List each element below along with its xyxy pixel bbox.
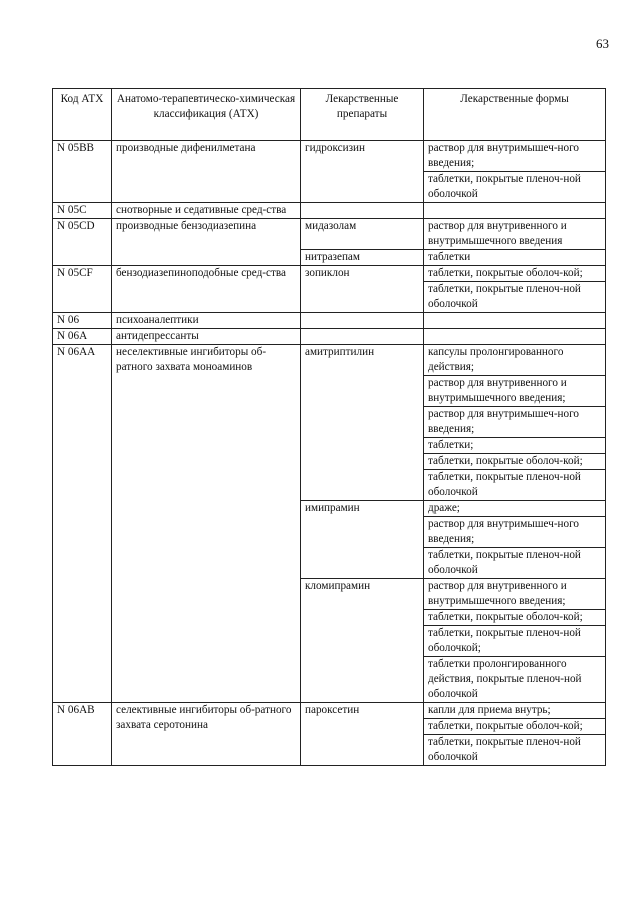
dosage-form: таблетки; (424, 438, 606, 454)
drug-name: мидазолам (301, 219, 424, 250)
header-classification: Анатомо-терапевтическо-химическая классификация (АТХ) (112, 89, 301, 141)
header-drugs: Лекарственные препараты (301, 89, 424, 141)
atc-code: N 06AB (53, 703, 112, 766)
drug-name (301, 313, 424, 329)
dosage-form: раствор для внутривенного и внутримышечного введения (424, 219, 606, 250)
atc-code: N 05CD (53, 219, 112, 266)
dosage-form: таблетки, покрытые пленоч-ной оболочкой (424, 172, 606, 203)
dosage-form: раствор для внутримышеч-ного введения; (424, 407, 606, 438)
dosage-form: таблетки, покрытые пленоч-ной оболочкой (424, 548, 606, 579)
dosage-form: таблетки, покрытые пленоч-ной оболочкой; (424, 626, 606, 657)
dosage-form: раствор для внутримышеч-ного введения; (424, 141, 606, 172)
table-row (53, 329, 606, 345)
table-row (53, 219, 606, 250)
dosage-form: раствор для внутривенного и внутримышечного введения; (424, 376, 606, 407)
drug-name: нитразепам (301, 250, 424, 266)
atc-code: N 05BB (53, 141, 112, 203)
table-row (53, 703, 606, 719)
dosage-form: раствор для внутривенного и внутримышечного введения; (424, 579, 606, 610)
drug-name (301, 203, 424, 219)
dosage-form: драже; (424, 501, 606, 517)
drug-name (301, 329, 424, 345)
table-row (53, 203, 606, 219)
dosage-form: капсулы пролонгированного действия; (424, 345, 606, 376)
dosage-form: таблетки, покрытые пленоч-ной оболочкой (424, 470, 606, 501)
atc-code: N 06A (53, 329, 112, 345)
drug-name: кломипрамин (301, 579, 424, 703)
table-row (53, 313, 606, 329)
dosage-form: таблетки, покрытые пленоч-ной оболочкой (424, 735, 606, 766)
atc-classification: антидепрессанты (112, 329, 301, 345)
dosage-form: таблетки, покрытые оболоч-кой; (424, 266, 606, 282)
atc-classification: неселективные ингибиторы об-ратного захвата моноаминов (112, 345, 301, 703)
atc-code: N 05C (53, 203, 112, 219)
dosage-form: раствор для внутримышеч-ного введения; (424, 517, 606, 548)
drug-name: амитриптилин (301, 345, 424, 501)
atc-code: N 06 (53, 313, 112, 329)
dosage-form (424, 313, 606, 329)
table-row (53, 141, 606, 172)
dosage-form: таблетки пролонгированного действия, покрытые пленоч-ной оболочкой (424, 657, 606, 703)
dosage-form (424, 203, 606, 219)
drug-name: гидроксизин (301, 141, 424, 203)
atc-code: N 06AA (53, 345, 112, 703)
drug-name: имипрамин (301, 501, 424, 579)
table-row (53, 266, 606, 282)
table-header-row (53, 89, 606, 141)
header-atc-code: Код АТХ (53, 89, 112, 141)
drug-name: зопиклон (301, 266, 424, 313)
table-body (53, 141, 606, 766)
dosage-form (424, 329, 606, 345)
atc-classification: бензодиазепиноподобные сред-ства (112, 266, 301, 313)
header-forms: Лекарственные формы (424, 89, 606, 141)
dosage-form: таблетки, покрытые оболоч-кой; (424, 610, 606, 626)
dosage-form: таблетки, покрытые оболоч-кой; (424, 719, 606, 735)
atc-classification: селективные ингибиторы об-ратного захвата серотонина (112, 703, 301, 766)
atc-code: N 05CF (53, 266, 112, 313)
atc-classification: снотворные и седативные сред-ства (112, 203, 301, 219)
dosage-form: таблетки (424, 250, 606, 266)
atc-classification: психоаналептики (112, 313, 301, 329)
atc-drug-table (52, 88, 606, 766)
page-number: 63 (596, 36, 609, 51)
drug-name: пароксетин (301, 703, 424, 766)
atc-classification: производные бензодиазепина (112, 219, 301, 266)
dosage-form: капли для приема внутрь; (424, 703, 606, 719)
dosage-form: таблетки, покрытые пленоч-ной оболочкой (424, 282, 606, 313)
dosage-form: таблетки, покрытые оболоч-кой; (424, 454, 606, 470)
atc-classification: производные дифенилметана (112, 141, 301, 203)
table-row (53, 345, 606, 376)
